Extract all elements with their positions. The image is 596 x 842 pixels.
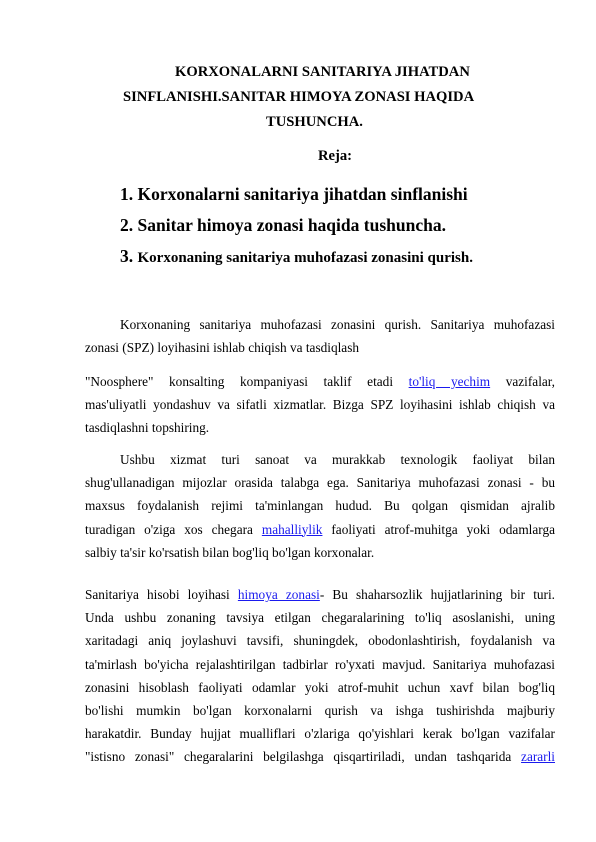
- paragraph-line: [85, 518, 555, 541]
- paragraph-4: [85, 583, 555, 769]
- paragraph-line: harakatdir. Bunday hujjat mualliflari o'zlariga qo'yishlari kerak bo'lgan vazifalar: [85, 726, 555, 742]
- paragraph-line: [85, 745, 555, 768]
- link-zararli[interactable]: zararli: [521, 749, 555, 765]
- text-segment: - Bu shaharsozlik hujjatlarining bir turi.: [319, 587, 556, 602]
- paragraph-line: maxsus foydalanish rejimi ta'minlangan hudud. Bu qolgan qismidan ajralib: [85, 498, 555, 514]
- paragraph-1: [85, 313, 555, 359]
- plan-item-text: Korxonalarni sanitariya jihatdan sinflanishi: [137, 184, 468, 204]
- plan-item-number: 2.: [120, 215, 134, 235]
- text-segment: Sanitariya hisobi loyihasi: [85, 587, 230, 602]
- plan-item-number: 3.: [120, 246, 134, 266]
- paragraph-line: Ushbu xizmat turi sanoat va murakkab texnologik faoliyat bilan: [120, 452, 555, 467]
- plan-heading: Reja:: [318, 148, 353, 164]
- plan-item-2: [120, 215, 446, 236]
- paragraph-3: [85, 448, 555, 564]
- paragraph-line: Korxonaning sanitariya muhofazasi zonasini qurish. Sanitariya muhofazasi: [120, 317, 555, 332]
- plan-item-3: [120, 246, 473, 267]
- plan-item-text: Korxonaning sanitariya muhofazasi zonasini qurish.: [137, 250, 473, 266]
- paragraph-line: mas'uliyatli yondashuv va sifatli xizmatlar. Bizga SPZ loyihasini ishlab chiqish va: [85, 397, 555, 413]
- paragraph-line: salbiy ta'sir ko'rsatish bilan bog'liq bo'lgan korxonalar.: [85, 544, 375, 560]
- text-segment: "Noosphere" konsalting kompaniyasi taklif etadi: [85, 374, 394, 389]
- title-line-1: KORXONALARNI SANITARIYA JIHATDAN: [175, 64, 470, 80]
- paragraph-line: [85, 370, 555, 393]
- plan-item-text: Sanitar himoya zonasi haqida tushuncha.: [137, 215, 446, 235]
- title-line-3: TUSHUNCHA.: [266, 114, 363, 130]
- paragraph-line: zonasi (SPZ) loyihasini ishlab chiqish va tasdiqlash: [85, 340, 360, 356]
- link-himoya-zonasi[interactable]: himoya zonasi: [237, 587, 320, 602]
- plan-item-1: [120, 184, 468, 205]
- link-mahalliylik[interactable]: mahalliylik: [261, 521, 323, 537]
- title-line-2: SINFLANISHI.SANITAR HIMOYA ZONASI HAQIDA: [123, 89, 475, 105]
- paragraph-line: ta'mirlash bo'yicha rejalashtirilgan tadbirlar ro'yxati mavjud. Sanitariya muhofazasi: [85, 656, 555, 672]
- paragraph-line: [85, 583, 555, 606]
- text-segment: vazifalar,: [505, 374, 556, 389]
- paragraph-line: zonasini hisoblash faoliyati odamlar yoki atrof-muhit uchun xavf bilan bog'liq: [85, 679, 555, 695]
- text-segment: turadigan o'ziga xos chegara: [85, 521, 253, 537]
- paragraph-2: [85, 370, 555, 440]
- paragraph-line: tasdiqlashni topshiring.: [85, 420, 210, 436]
- text-segment: faoliyati atrof-muhitga yoki odamlarga: [331, 521, 556, 537]
- link-toliq-yechim[interactable]: to'liq yechim: [408, 374, 491, 389]
- paragraph-line: xaritadagi aniq joylashuvi tavsifi, shuningdek, obodonlashtirish, foydalanish va: [85, 633, 555, 649]
- paragraph-line: bo'lishi mumkin bo'lgan korxonalarni qurish va ishga tushirishda majburiy: [85, 702, 555, 718]
- text-segment: "istisno zonasi" chegaralarini belgilashga qisqartiriladi, undan tashqarida: [85, 749, 512, 765]
- paragraph-line: shug'ullanadigan mijozlar orasida talabga ega. Sanitariya muhofazasi zonasi - bu: [85, 475, 555, 491]
- plan-item-number: 1.: [120, 184, 134, 204]
- paragraph-line: Unda ushbu zonaning tavsiya etilgan chegaralarining to'liq asoslanishi, uning: [85, 610, 555, 626]
